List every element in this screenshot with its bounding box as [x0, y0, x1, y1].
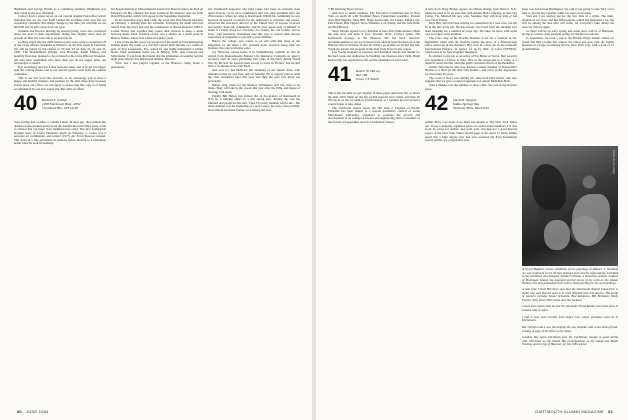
page-number: 81 — [608, 409, 613, 414]
paragraph: Finally, Bill Halsey has written that of the matters of Dartmouth in N.Y. he is helping others to a still strong area. Among the area the Marines and people he has met. 'Then I'll come,' hemnne told to me... His latest summer was the beginning of a new 'career,' he wrote. Stewart Bahr, Dave Marsh and Peter Parker were among the best. — [208, 93, 301, 112]
secretary-name: David R. Sargent — [453, 98, 477, 103]
paragraph: A note from Doug Bridge reports an address change from Denver, N.Y., where he used to be an associate with Albany Bell Company, to San City Center, Fla. Married his new wife, Suzanne, they still have tons of fun over Good Friday. — [425, 7, 517, 22]
paragraph: Take a minute over the summer to drop a line. See you in the October issue. — [425, 83, 517, 91]
paragraph: 'CBS Morning News' shows. — [328, 7, 364, 11]
paragraph: Lou Young resigned as treasurer and instituted checks and thanks for his hard work and dedication in handling our finances since 1966. Hugh Kenworthy was appointed to fill out the remainder of Lou's term. — [328, 50, 420, 62]
paragraph: The Cairo Stay of the Dowdle Brothers is set for a 'reunion' in '61. Remember when with the friendly names the news of a Pennsylvania office ended up in the Institute? He's now in a new job in the nonprofit International Finance, an agency set up by ODC of Cairo (NYNEX), which used to be New England Telephone. — [425, 35, 517, 55]
artwork-photo — [522, 146, 618, 266]
paragraph: The cover of Roy's new editing job came from Dick Kuntz, who also suggests that we give a round of applause to Lamont Mohrman-Hole. — [425, 75, 517, 84]
secretary-name: Robert W. Harvey — [356, 69, 381, 74]
class-note-header-40 — [14, 94, 106, 118]
paragraph: Before long, plans for the Monroe Williamson golf trip were to be made. They will take to the woods this year after the 1984, and hopes of meeting with many. — [208, 82, 300, 94]
paragraph: Gardner Ray spent Christmas near the Caribbean, though in good spirits with Christmas on the island. His contemplation on the island that Ralph Feeling, and the joy of Hanover, for the 1984 winter. — [522, 335, 618, 347]
right-column-1 — [328, 8, 420, 125]
left-column-2 — [111, 8, 203, 69]
class-note-header-41 — [328, 65, 420, 89]
paragraph: Your writing hall wanders a column a short 30 days ago, the postman has delivered unwelcomed letters from the Alumni Records Office (how come to advise) that yet more class members have died. The first notification brought news of Lester Hermon's death on February 1. Lester was a personal air commander, and retired (1977) Air Force Reserve colonel. 'Hal' lived in a fine retirement in Arizona before moving to a retirement home when he took ill suddenly. — [14, 120, 106, 146]
secretary-city: Essex, CT 06426 — [356, 77, 379, 82]
paragraph: Joe Hatwood, whose home is in Williamsburg, reminds us that he retired from Massachusetts Mutual Life Insurance Company as agency secretary after 42 years (including four years in the Navy during World War II). He had 'no special plans except to retire in Florida,' and he still lives a 10-minute drive with Ellen. — [208, 50, 300, 69]
photo-shape — [532, 164, 566, 210]
publication-name: DARTMOUTH ALUMNI MAGAZINE — [535, 409, 604, 414]
left-column-1 — [14, 8, 106, 146]
photo-caption — [522, 268, 618, 350]
secretary-address: Indian Springs Way — [453, 102, 480, 107]
secretary-address: Box 188 — [356, 73, 368, 78]
paragraph: Dick Hill, who has been retiring for somewhere in a year now, can list fit in the fall of his life. He has already recovered from the shoulder he's been mending for a number of years ago. He takes on more with some care and vigor at the Institute. — [425, 21, 517, 37]
paragraph: The California papers report the Jim Sum J. Tilgman of Pacific Palisades has been named to a special president's council of Loma Marymount University, organized to promote the growth and development of its college of science and engineering. Jim is a member of the faculty of Pepperdine and UCLA Medical School. — [328, 105, 420, 124]
secretary-city: Wellesley Hills, MA 02181 — [453, 106, 489, 111]
paragraph: In addition to his job as an editor of For Better or Worse, Bert recently was appointed a Fellow at Yale. He's in the newsroom as a writer at a medical center and has often the public relations efforts of the Berkshire. — [425, 54, 517, 66]
secretary-city: Cleveland Hts., OH 44118 — [42, 106, 78, 111]
class-secretary-info — [356, 69, 380, 81]
left-page — [0, 0, 312, 420]
paragraph: Highmark and George Harms as a committee member. Highmark was duly voted as the new chairman. — [14, 7, 106, 15]
page-number: 80 — [17, 409, 22, 414]
paragraph: Stan and I are staying put for the first time in a while. The mini-reunion of our class, and the 1984 reunion, which has happened a lot. We will be among the '42s who will come, for everyone's sake. Many the ones we will see again. — [522, 14, 614, 30]
right-page-footer — [535, 409, 616, 414]
photo-shape — [572, 194, 610, 246]
paragraph: I had a news note recently from Dawn Cox, whose grandson went on to Dartmouth. — [522, 314, 618, 323]
paragraph: Ray Carlson had a new job helping the new hospital with a new kind of fund-raising. A copy of his letter to the editor. — [522, 325, 618, 333]
class-secretary-info — [42, 98, 81, 110]
paragraph: 'Fritz' and I had played together at the Hanover camp, about a generation. — [111, 61, 203, 69]
left-page-footer — [14, 409, 48, 414]
paragraph: Later in the month, news was received of the death of Fritz Reinagel in sudden death, the result of a fall that caused skull injuries at a round of golf, in Fort Lauderdale, Fla., where he and fiddle maintained a winter home. Their permanent home was in Bangor, N.H., near Concord and Manchester. It was from that bound that the gentlemen accounting and the eight years that he was Dartmouth Athletic Director. — [111, 39, 203, 62]
paragraph: Steve Wissler agreed to be chairman of next fall's mini-reunion. Mark the date now and keep it free: October 19-21, Friday's game. The Dartmouth Lounge at the Hanover Inn has been reserved. Accommodations at our local motels have already been blocked out at the Hanover Inn on October 19 and 20. What a good time we all had last fall. You'll get details and program in the mail from Steve in due course. — [328, 28, 420, 51]
caption-text: A recent Hopkins Center exhibition of the paintings of Wallace L. Wooding '42 was testament to his vibrant abstract and colorful explorations. Included in the exhibition was Douglas' Smoker's Dream, a long-time summer resident of Monhegan Island, has mounted several shows of his work on the island. Wallace has also painted pictures with a strong feeling for his surroundings. — [522, 267, 618, 286]
issue-date: JUNE 1984 — [26, 409, 49, 414]
secretary-name: Richard S. Golden — [42, 98, 68, 103]
paragraph: In the following day's mail came the word that Otis Moody had died on February 1. Details were not available. Following the death who had retired from the Navy and was the commander of Rhode Island in 1969 to Corner Books and together they found their choices to keep a smile between them. Their vacation retreat was a shelter on a small pond in Bristol, Maine, where Otis walked for many years. — [111, 17, 203, 40]
paragraph: This is our last word into October, so we encourage you to have a happy and healthy summer, and perhaps by the time these have foreseen events leave our office, we can apply to assure that this copy is of being accomplished by one new Apple life. But what an effort! — [14, 75, 106, 91]
photo-shape — [544, 220, 570, 250]
paragraph: Tomkins and Horace, heading up special giving, were also concerned about the goal in their department, noting that slightly more than 10 percent on their list were still to be heard from. — [14, 28, 106, 40]
photo-credit: Photo by G. Hong — [612, 150, 616, 174]
right-column-2 — [425, 8, 517, 143]
paragraph: Arthur Mary Cox made it up there last month to The New York Times Art. It was a seriously organized piece on controversial members. For that work he wrote for Arthur, and went well, and had not a good-hearted aspect of the New York Times Op-Ed page of the April 15 issue. Arthur noted that a high degree who had ever received the Ford Foundation award. Arthur, we congratulate you. — [425, 120, 517, 143]
paragraph: tive Dartmouth supporter and fund raiser, had been an assistant class agent 'forever,' as he once commented, and was class president after our 25th reunion, where he came to Dartmouth. Within his community he was honored on several occasions for his dedication to activities and causes. Observed the executive director of the United Way of Greater Concord and deeply about his community, and he gave generously of himself to make it a better place for everyone.' To Louise, his son Cosmo, and to Isaac, your husbands' classmates take this way to convey their sincere expression of sympathy to you and to your families. — [208, 7, 300, 40]
paragraph: A note from Chuck Hershner says that the Dartmouth Alumni Fund drive is under way and that the goal is to raise $36,000 with 450 donors. His group of workers includes Stuart Schwartz, Bud Robinson, Bill Brubaker, Wally Fowler, Toby Dunn, Bill Chase and Jim Jackson. — [522, 286, 618, 302]
class-note-header-42 — [425, 94, 517, 118]
left-column-3 — [208, 8, 300, 113]
paragraph: This is the last time we get together in these pages until next fall, so here's the dish. We'll finish up the last of this season's news items, and then I'll fill you in on the '41 reunion. Unfortunately, as I rounded up our last news events began to take shape. — [328, 91, 420, 106]
paragraph: And now for Ted Hubbard, the chairman of our annual drive, who announced that he was fine, and all friendly. He is eagerly plan to send the class newsletter later this year, and then the next was given out personally. — [208, 68, 300, 83]
class-year-number: 41 — [328, 63, 352, 87]
paragraph: Arthur Shor-mover who was dressed a senior member at Pepperdine? Brother to a third (or the only one) brother—and a few of the chaperones for more than 20 years. — [425, 64, 517, 77]
paragraph: Golding stated that the 1980 reunion plans were ready to be kicked off at the Class officers Weekend in Hanover on the first week in February. We will be joined by the classes of '39 and '42 on June 21, 22 and 23, 1985. The Malchelmans (Hyde), Jack Howarth, Ralph Milkey, and possibly Davidson planned to be on hand for the Class Officers Weekend. All who have assembled, who have their eye on the bigger prize, are encouraged to attend. — [14, 39, 106, 66]
right-column-3 — [522, 8, 614, 52]
class-secretary-info — [453, 98, 489, 110]
class-year-number: 40 — [14, 92, 38, 116]
right-page — [316, 0, 628, 420]
paragraph: So there will be an early spring and some news will be at Bermuda, giving us a most of the pleasant spring air and the cool shores. — [522, 28, 614, 37]
class-year-number: 42 — [425, 92, 449, 116]
paragraph: Ray Greenberg and has a fine personal sense and is to get his bigger spin the coming weeks, and as our special reports came from the reunion committee. — [14, 64, 106, 77]
paragraph: In September, we took a trip to the British Virgin Islands where we found that Bill Cromie has retired, his oldest son now runs the family business in a large accounting firm in New York City, with a total of 15 grandchildren. — [522, 36, 614, 51]
paragraph: Before the college year comes to an end with this issue of the Magazine, let me share a few personal notes received along with our planned class and paymaster order. — [208, 39, 300, 51]
paragraph: Contact from a status report on our current Alumni Fund effort which indicated that we are over $100 behind the excellent prior year but are reasonably optimistic that things change by the time you read this we are $60,000 and 34 gifts away from our goal. — [14, 14, 106, 30]
paragraph: Page was down from Burlington. We said it was going to take 'Old' a few tries to 'get the hay together' while we were on vacation. — [522, 7, 614, 15]
secretary-address: 1958 Fairmount Blvd., #302 — [42, 102, 81, 107]
paragraph: And now to duller business. The Executive Committee met in New York on April 20 with President Bruce Fenkelstein presiding. Present were Bud Higgins, Dick Hill, Hugh Kenworthy, Ed Lanier, Mitch Lohr, Pete Pinard, Bob Tippett, Steve Windeler, Lou Young, and his wife Ruth, and Bob Harvey. — [328, 10, 420, 30]
paragraph: her hospitalization at Massachusetts General in Boston (where he died on February 20. His obituary has been written in his memory and one from David Fitzgerald, which will appear in the September magazine. — [111, 7, 203, 19]
paragraph: Chuck also reports that he and his classmate Frank Mullen who have been in contact with us often. — [522, 304, 618, 313]
